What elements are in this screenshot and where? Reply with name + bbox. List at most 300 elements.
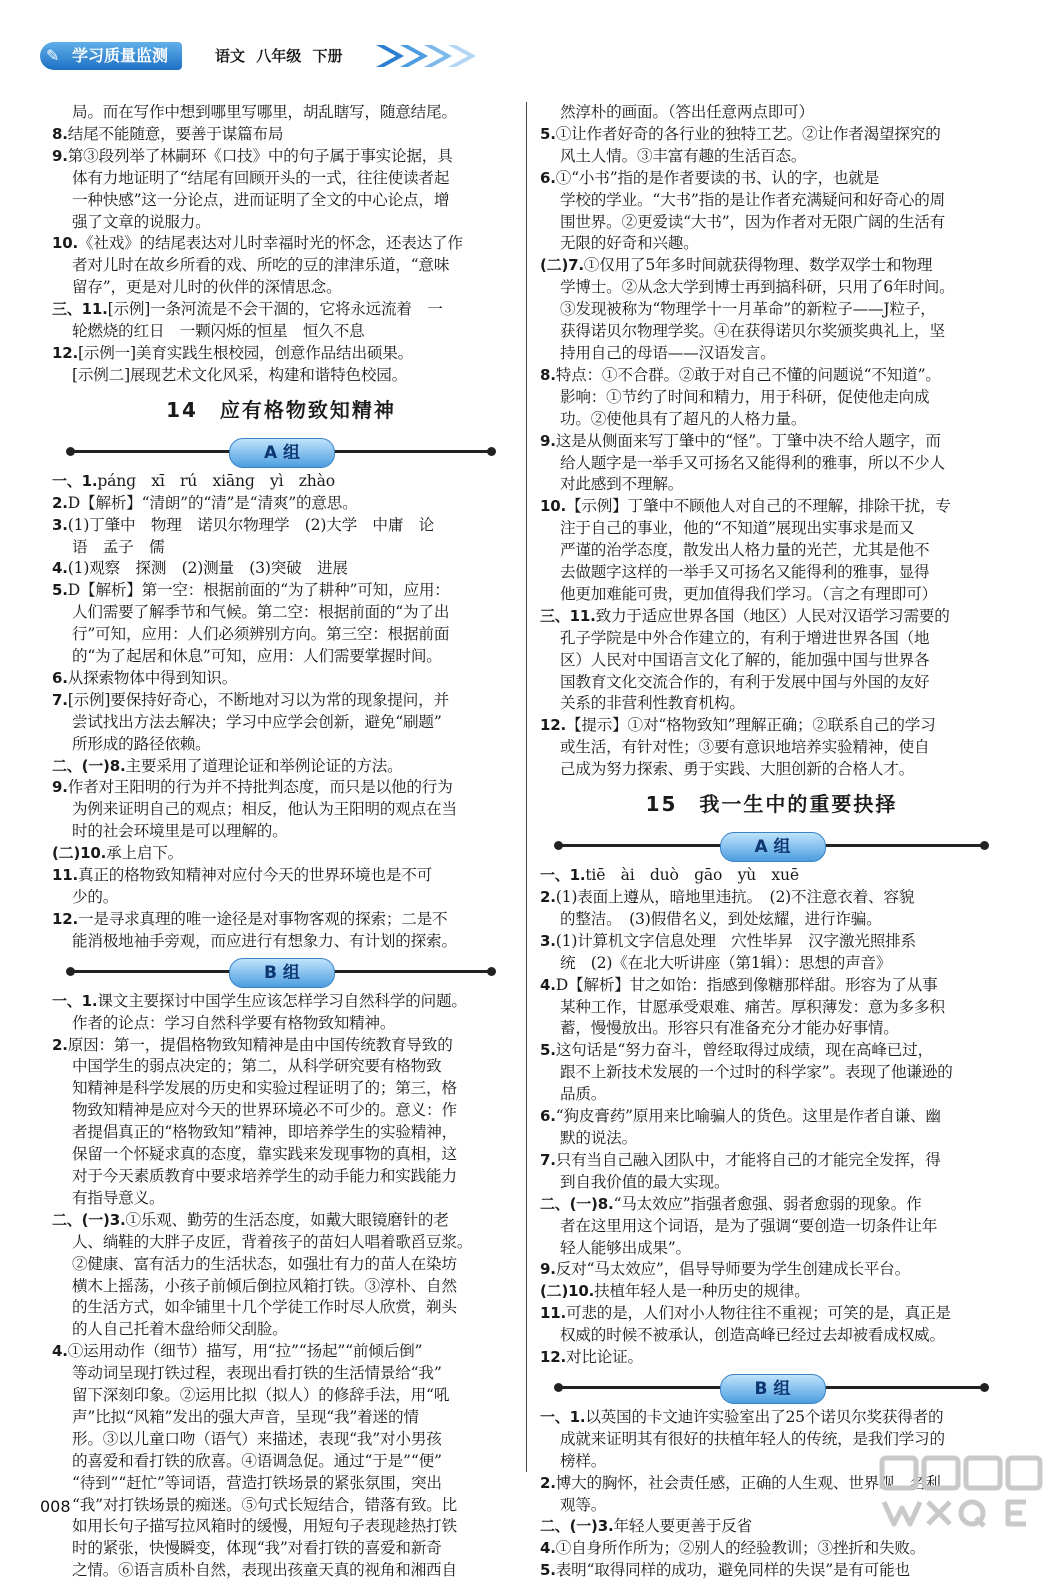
group-heading (540, 827, 1003, 865)
answer-text: (1)表面上遵从，暗地里违抗。 (2)不注意衣着、容貌 (555, 888, 915, 906)
answer-line (540, 1084, 1003, 1106)
question-number: 12. (540, 716, 566, 735)
answer-line (540, 1303, 1003, 1325)
answer-text: 严谨的治学态度，散发出人格力量的光芒，尤其是他不 (560, 541, 930, 560)
answer-text: 可悲的是，人们对小人物往往不重视；可笑的是，真正是 (565, 1304, 951, 1323)
answer-line (540, 1194, 1003, 1216)
question-number: 12. (540, 1348, 566, 1367)
question-number: 三、11. (540, 606, 596, 625)
answer-text: 的生活方式，如伞铺里十几个学徒工作时尽人欣赏，剃头 (72, 1298, 457, 1317)
answer-text: [示例一]美育实践生根校园，创意作品结出硕果。 (77, 343, 414, 362)
answer-line (540, 1150, 1003, 1172)
answer-text: 的喜爱和看打铁的欣喜。④语调急促。通过“于是”“便” (72, 1451, 442, 1470)
answer-text: 一是寻求真理的唯一途径是对事物客观的探索；二是不 (77, 909, 448, 928)
answer-text: 对此感到不理解。 (560, 475, 684, 494)
question-number: 二、(一)8. (540, 1194, 614, 1213)
answer-line (540, 1172, 1003, 1194)
answer-text: “我”对打铁场景的痴迷。⑤句式长短结合，错落有致。比 (72, 1495, 457, 1514)
answer-text: 孔子学院是中外合作建立的，有利于增进世界各国（地 (560, 628, 930, 647)
answer-text: 真正的格物致知精神对应付今天的世界环境也是不可 (77, 866, 433, 885)
answer-text: D【解析】第一空：根据前面的“为了耕种”可知，应用： (67, 581, 450, 600)
answer-text: 少的。 (72, 888, 119, 906)
answer-line (540, 1062, 1003, 1084)
answer-line (52, 843, 510, 865)
answer-text: 体有力地证明了“结尾有回顾开头的一式，往往使读者起 (72, 168, 450, 187)
question-number: 一、1. (540, 866, 586, 885)
answer-text: 对于今天素质教育中要求培养学生的动手能力和实践能力 (72, 1166, 457, 1185)
question-number: 10. (52, 234, 78, 253)
answer-line (52, 1122, 510, 1144)
answer-line (540, 909, 1003, 931)
pencil-icon: ✎ (46, 46, 60, 65)
answer-text: pánɡ xī rú xiānɡ yì zhào (97, 471, 335, 490)
answer-line (540, 431, 1003, 453)
question-number: 2. (540, 1473, 556, 1492)
answer-text: 持用自己的母语——汉语发言。 (560, 343, 776, 362)
answer-line (52, 1341, 510, 1363)
answer-text: 然淳朴的画面。（答出任意两点即可） (560, 103, 814, 121)
question-number: 4. (52, 1342, 68, 1361)
answer-line (540, 212, 1003, 234)
answer-text: “狗皮膏药”原用来比喻骗人的货色。这里是作者自谦、幽 (555, 1107, 941, 1126)
answer-text: 去做题字这样的一举手又可扬名又能得利的雅事，显得 (560, 563, 930, 582)
answer-line (540, 887, 1003, 909)
answer-line (52, 277, 510, 299)
answer-line (540, 975, 1003, 997)
answer-line (52, 1473, 510, 1495)
answer-text: 等动词呈现打铁过程，表现出看打铁的生活情景给“我” (72, 1364, 442, 1383)
answer-text: 他更加难能可贵，更加值得我们学习。（言之有理即可） (560, 584, 938, 603)
answer-text: [示例]一条河流是不会干涸的，它将永远流着 一 (107, 300, 443, 319)
answer-line (540, 1281, 1003, 1303)
answer-line (52, 1429, 510, 1451)
answer-text: ①仅用了5年多时间就获得物理、数学双学士和物理 (583, 256, 933, 275)
answer-line (52, 558, 510, 580)
answer-line (52, 668, 510, 690)
answer-text: 行”可知，应用：人们必须辨别方向。第三空：根据前面 (72, 625, 450, 644)
question-number: 4. (52, 559, 68, 578)
answer-text: “待到”“赶忙”等词语，营造打铁场景的紧张氛围，突出 (72, 1473, 442, 1492)
answer-line (52, 1144, 510, 1166)
answer-line (540, 1128, 1003, 1150)
answer-text: 这是从侧面来写丁肇中的“怪”。丁肇中决不给人题字，而 (555, 431, 941, 450)
answer-line (540, 1429, 1003, 1451)
answer-line (52, 1363, 510, 1385)
answer-line (540, 540, 1003, 562)
question-number: (二)10. (540, 1282, 595, 1301)
answer-text: 区）人民对中国语言文化了解的，能加强中国与世界各 (560, 650, 930, 669)
question-number: 11. (52, 866, 78, 885)
answer-line (540, 453, 1003, 475)
answer-text: 人们需要了解季节和气候。第二空：根据前面的“为了出 (72, 603, 450, 622)
answer-line (540, 146, 1003, 168)
answer-text: 作者的论点：学习自然科学要有格物致知精神。 (72, 1013, 396, 1032)
answer-text: 从探索物体中得到知识。 (67, 668, 238, 687)
question-number: 5. (540, 124, 556, 143)
question-number: 2. (540, 888, 556, 906)
watermark-logo-icon (876, 1454, 1046, 1530)
answer-line (52, 734, 510, 756)
question-number: 二、(一)3. (540, 1517, 614, 1536)
answer-text: 者提倡真正的“格物致知”精神，即培养学生的实验精神， (72, 1123, 457, 1142)
group-heading-label: A 组 (229, 438, 335, 468)
answer-line (52, 1451, 510, 1473)
answer-text: 如用长句子描写拉风箱时的缓慢，用短句子表现趁热打铁 (72, 1517, 457, 1536)
answer-text: 某种工作，甘愿承受艰难、痛苦。厚积薄发：意为多多积 (560, 997, 945, 1016)
answer-line (540, 1216, 1003, 1238)
question-number: 11. (540, 1304, 566, 1323)
answer-line (52, 1516, 510, 1538)
answer-line (52, 299, 510, 321)
question-number: 3. (540, 931, 556, 950)
question-number: (二)10. (52, 844, 107, 863)
answer-column-right (540, 102, 1003, 1582)
answer-line (52, 1188, 510, 1210)
answer-text: 对比论证。 (565, 1348, 643, 1367)
series-brand-text: 学习质量监测 (72, 46, 169, 65)
question-number: 6. (540, 1107, 556, 1126)
answer-text: 注于自己的事业，他的“不知道”展现出实事求是而又 (560, 519, 915, 538)
answer-text: 语 孟子 儒 (72, 537, 165, 556)
answer-text: 时的紧张，快慢瞬变，体现“我”对看打铁的喜爱和新奇 (72, 1539, 442, 1558)
column-divider (526, 102, 527, 1472)
answer-text: (1)丁肇中 物理 诺贝尔物理学 (2)大学 中庸 论 (67, 515, 434, 534)
answer-text: 中国学生的弱点决定的；第二，从科学研究要有格物致 (72, 1057, 442, 1076)
answer-line (540, 650, 1003, 672)
answer-text: 跟不上新技术发展的一个过时的科学家”。表现了他谦逊的 (560, 1063, 953, 1082)
question-number: 一、1. (52, 991, 98, 1010)
answer-text: 成就来证明其有很好的扶植年轻人的传统，是我们学习的 (560, 1429, 945, 1448)
answer-text: 年轻人要更善于反省 (613, 1517, 752, 1536)
answer-text: D【解析】“清朗”的“清”是“清爽”的意思。 (67, 493, 358, 512)
answer-line (540, 233, 1003, 255)
answer-line (540, 1325, 1003, 1347)
question-number: 二、(一)8. (52, 756, 126, 775)
answer-line (52, 799, 510, 821)
answer-line (540, 672, 1003, 694)
answer-line (52, 821, 510, 843)
answer-line (52, 1319, 510, 1341)
answer-text: 榜样。 (560, 1451, 607, 1470)
answer-line (540, 584, 1003, 606)
answer-text: 给人题字是一举手又可扬名又能得利的雅事，所以不少人 (560, 453, 945, 472)
answer-text: 观等。 (560, 1495, 607, 1514)
question-number: 9. (52, 146, 68, 165)
answer-line (52, 102, 510, 124)
answer-text: 知精神是科学发展的历史和实验过程证明了的；第三，格 (72, 1079, 457, 1098)
answer-text: “马太效应”指强者愈强、弱者愈弱的现象。作 (613, 1194, 922, 1213)
page-header (40, 40, 460, 74)
answer-text: (1)计算机文字信息处理 穴性毕昇 汉字激光照排系 (555, 931, 916, 950)
answer-text: 特点：①不合群。②敢于对自己不懂的问题说“不知道”。 (555, 365, 941, 384)
answer-text: 主要采用了道理论证和举例论证的方法。 (125, 756, 403, 775)
answer-line (52, 1056, 510, 1078)
answer-text: 者对儿时在故乡所看的戏、所吃的豆的津津乐道，“意味 (72, 256, 450, 275)
answer-text: 反对“马太效应”，倡导导师要为学生创建成长平台。 (555, 1260, 910, 1279)
answer-text: 物致知精神是应对今天的世界环境必不可少的。意义：作 (72, 1101, 457, 1120)
answer-text: 的“为了起居和休息”可知，应用：人们需要掌握时间。 (72, 647, 442, 666)
page-number: 008 (40, 1497, 71, 1516)
answer-line (540, 277, 1003, 299)
answer-line (52, 343, 510, 365)
answer-line (540, 1560, 1003, 1582)
answer-line (52, 756, 510, 778)
question-number: 5. (52, 581, 68, 600)
answer-line (540, 1347, 1003, 1369)
answer-line (52, 537, 510, 559)
question-number: 9. (52, 778, 68, 797)
answer-text: ①“小书”指的是作者要读的书、认的字，也就是 (555, 168, 880, 187)
answer-line (52, 646, 510, 668)
answer-text: 承上启下。 (106, 844, 184, 863)
answer-text: 横木上摇荡，小孩子前倾后倒拉风箱打铁。③淳朴、自然 (72, 1276, 457, 1295)
answer-line (52, 321, 510, 343)
answer-line (540, 1259, 1003, 1281)
answer-line (540, 343, 1003, 365)
answer-line (540, 518, 1003, 540)
answer-text: 人、绱鞋的大胖子皮匠，背着孩子的苗妇人唱着歌舀豆浆。 (72, 1232, 473, 1251)
question-number: 10. (540, 497, 566, 516)
lesson-title: 15 我一生中的重要抉择 (645, 792, 898, 817)
answer-line (540, 606, 1003, 628)
answer-text: 品质。 (560, 1085, 607, 1104)
answer-text: 轮燃烧的红日 一颗闪烁的恒星 恒久不息 (72, 322, 365, 341)
answer-line (52, 712, 510, 734)
answer-text: 蓄，慢慢放出。形容只有准备充分才能办好事情。 (560, 1019, 899, 1038)
answer-line (52, 255, 510, 277)
answer-line (540, 299, 1003, 321)
answer-line (540, 1538, 1003, 1560)
answer-line (52, 991, 510, 1013)
group-heading (540, 1369, 1003, 1407)
answer-line (540, 865, 1003, 887)
answer-line (540, 409, 1003, 431)
answer-text: 【示例】丁肇中不顾他人对自己的不理解，排除干扰，专 (565, 497, 951, 516)
question-number: 8. (540, 365, 556, 384)
question-number: 7. (540, 1150, 556, 1169)
answer-line (540, 693, 1003, 715)
group-heading-label: B 组 (720, 1374, 826, 1404)
question-number: 12. (52, 909, 78, 928)
answer-line (540, 255, 1003, 277)
answer-text: 围世界。②更爱读“大书”，因为作者对无限广阔的生活有 (560, 212, 945, 231)
answer-line (540, 931, 1003, 953)
answer-text: 所形成的路径依赖。 (72, 734, 211, 753)
answer-line (52, 1210, 510, 1232)
answer-text: (1)观察 探测 (2)测量 (3)突破 进展 (67, 559, 348, 578)
answer-line (540, 1238, 1003, 1260)
answer-text: 致力于适应世界各国（地区）人民对汉语学习需要的 (595, 606, 950, 625)
answer-text: ①让作者好奇的各行业的独特工艺。②让作者渴望探究的 (555, 124, 941, 143)
answer-column-left (52, 102, 510, 1582)
answer-text: 表明“取得同样的成功，避免同样的失误”是有可能也 (555, 1561, 910, 1580)
lesson-title: 14 应有格物致知精神 (166, 397, 396, 422)
answer-line (52, 690, 510, 712)
question-number: 3. (52, 515, 68, 534)
question-number: 12. (52, 343, 78, 362)
answer-line (52, 1166, 510, 1188)
answer-line (52, 146, 510, 168)
answer-line (52, 1495, 510, 1517)
answer-line (52, 1276, 510, 1298)
answer-line (52, 212, 510, 234)
question-number: 6. (52, 668, 68, 687)
answer-text: 功。②使他具有了超凡的人格力量。 (560, 409, 807, 428)
answer-text: 己成为努力探索、勇于实践、大胆创新的合格人才。 (560, 760, 915, 779)
answer-line (52, 190, 510, 212)
answer-text: 留存”，更是对儿时的伙伴的深情思念。 (72, 278, 342, 297)
answer-line (540, 1407, 1003, 1429)
group-heading-label: A 组 (720, 832, 826, 862)
answer-line (52, 515, 510, 537)
answer-line (540, 715, 1003, 737)
answer-text: 学博士。②从念大学到博士再到搞科研，只用了6年时间。 (560, 278, 955, 297)
question-number: (二)7. (540, 256, 584, 275)
answer-line (52, 168, 510, 190)
chevron-right-icon (370, 42, 480, 70)
question-number: 9. (540, 431, 556, 450)
answer-line (52, 1385, 510, 1407)
answer-line (52, 865, 510, 887)
answer-line (540, 953, 1003, 975)
question-number: 一、1. (52, 471, 98, 490)
answer-line (52, 887, 510, 909)
group-heading (52, 433, 510, 471)
answer-line (52, 1100, 510, 1122)
answer-text: 学校的学业。“大书”指的是让作者充满疑问和好奇心的周 (560, 190, 945, 209)
answer-text: 权威的时候不被承认，创造高峰已经过去却被看成权威。 (560, 1326, 945, 1345)
answer-text: 的整洁。 (3)假借名义，到处炫耀，进行诈骗。 (560, 909, 882, 928)
answer-text: 结尾不能随意，要善于谋篇布局 (67, 124, 284, 143)
answer-text: 无限的好奇和兴趣。 (560, 234, 699, 253)
answer-line (52, 1035, 510, 1057)
question-number: 5. (540, 1561, 556, 1580)
question-number: 4. (540, 975, 556, 994)
answer-text: [示例二]展现艺术文化风采，构建和谐特色校园。 (72, 365, 408, 384)
answer-text: 保留一个怀疑求真的态度，靠实践来发现事物的真相，这 (72, 1145, 457, 1164)
answer-line (52, 624, 510, 646)
answer-text: 这句话是“努力奋斗，曾经取得过成绩，现在高峰已过， (555, 1041, 933, 1060)
question-number: 8. (52, 124, 68, 143)
answer-text: ③发现被称为“物理学十一月革命”的新粒子——J粒子， (560, 300, 936, 319)
group-heading (52, 953, 510, 991)
answer-text: 为例来证明自己的观点；相反，他认为王阳明的观点在当 (72, 800, 457, 819)
answer-line (52, 1254, 510, 1276)
answer-line (52, 493, 510, 515)
answer-text: 获得诺贝尔物理学奖。④在获得诺贝尔奖颁奖典礼上，坚 (560, 322, 945, 341)
answer-line (52, 1560, 510, 1582)
answer-text: 博大的胸怀，社会责任感，正确的人生观、世界观、名利 (555, 1473, 941, 1492)
answer-text: 课文主要探讨中国学生应该怎样学习自然科学的问题。 (97, 991, 467, 1010)
answer-line (540, 562, 1003, 584)
answer-line (540, 997, 1003, 1019)
answer-text: 作者对王阳明的行为并不持批判态度，而只是以他的行为 (67, 778, 453, 797)
answer-text: 留下深刻印象。②运用比拟（拟人）的修辞手法，用“吼 (72, 1386, 450, 1405)
answer-line (52, 1538, 510, 1560)
question-number: 7. (52, 690, 68, 709)
answer-line (52, 233, 510, 255)
answer-line (540, 1106, 1003, 1128)
answer-line (540, 474, 1003, 496)
answer-line (540, 168, 1003, 190)
answer-text: ①乐观、勤劳的生活态度，如戴大眼镜磨针的老 (125, 1210, 449, 1229)
answer-line (52, 124, 510, 146)
answer-text: tiē ài duò ɡāo yù xuē (585, 866, 799, 885)
answer-line (540, 628, 1003, 650)
answer-line (540, 321, 1003, 343)
answer-line (52, 1407, 510, 1429)
answer-line (52, 777, 510, 799)
answer-text: 强了文章的说服力。 (72, 212, 211, 231)
answer-line (52, 909, 510, 931)
question-number: 2. (52, 1035, 68, 1054)
answer-text: 的人自己托着木盘给师父刮脸。 (72, 1320, 288, 1339)
answer-text: ①运用动作（细节）描写，用“拉”“扬起”“前倾后倒” (67, 1342, 423, 1361)
answer-text: 统 (2)《在北大听讲座（第1辑）：思想的声音》 (560, 953, 892, 972)
answer-text: 能消极地袖手旁观，而应进行有想象力、有计划的探索。 (72, 931, 457, 950)
answer-text: [示例]要保持好奇心，不断地对习以为常的现象提问，并 (67, 690, 449, 709)
series-brand-badge (40, 42, 182, 70)
answer-text: 尝试找出方法去解决；学习中应学会创新，避免“刷题” (72, 712, 442, 731)
answer-text: 第③段列举了林嗣环《口技》中的句子属于事实论据，具 (67, 146, 453, 165)
answer-line (540, 1018, 1003, 1040)
answer-text: 原因：第一，提倡格物致知精神是由中国传统教育导致的 (67, 1035, 453, 1054)
answer-text: 形。③以儿童口吻（语气）来描述，表现“我”对小男孩 (72, 1429, 442, 1448)
answer-text: ②健康、富有活力的生活状态，如强壮有力的苗人在染坊 (72, 1254, 457, 1273)
answer-text: 关系的非营利性教育机构。 (560, 694, 745, 713)
answer-text: 轻人能够出成果”。 (560, 1238, 691, 1257)
answer-text: 时的社会环境里是可以理解的。 (72, 822, 288, 841)
answer-text: 者在这里用这个词语，是为了强调“要创造一切条件让年 (560, 1216, 938, 1235)
answer-line (540, 102, 1003, 124)
answer-line (540, 737, 1003, 759)
answer-text: 默的说法。 (560, 1128, 637, 1147)
question-number: 三、11. (52, 300, 108, 319)
answer-line (52, 1297, 510, 1319)
subject-grade-label: 语文 八年级 下册 (215, 47, 343, 65)
answer-line (540, 124, 1003, 146)
answer-line (52, 471, 510, 493)
question-number: 5. (540, 1041, 556, 1060)
answer-line (540, 190, 1003, 212)
answer-text: 一种快感”这一分论点，进而证明了全文的中心论点，增 (72, 190, 450, 209)
answer-text: 到自我价值的最大实现。 (560, 1172, 730, 1191)
answer-line (52, 365, 510, 387)
answer-text: 只有当自己融入团队中，才能将自己的才能完全发挥，得 (555, 1150, 941, 1169)
answer-line (540, 365, 1003, 387)
answer-text: 《社戏》的结尾表达对儿时幸福时光的怀念，还表达了作 (77, 234, 463, 253)
answer-text: 影响：①节约了时间和精力，用于科研，促使他走向成 (560, 387, 930, 406)
answer-line (52, 1013, 510, 1035)
answer-text: 有指导意义。 (72, 1188, 165, 1207)
answer-line (52, 580, 510, 602)
answer-text: 局。而在写作中想到哪里写哪里，胡乱瞎写，随意结尾。 (72, 103, 457, 121)
answer-line (52, 931, 510, 953)
question-number: 4. (540, 1539, 556, 1558)
question-number: 二、(一)3. (52, 1210, 126, 1229)
answer-text: 或生活，有针对性；③要有意识地培养实验精神，使自 (560, 738, 930, 757)
answer-line (52, 602, 510, 624)
answer-text: 声”比拟“风箱”发出的强大声音，呈现“我”着迷的情 (72, 1407, 419, 1426)
question-number: 9. (540, 1260, 556, 1279)
group-heading-label: B 组 (229, 958, 335, 988)
answer-text: 之情。⑥语言质朴自然，表现出孩童天真的视角和湘西自 (72, 1561, 457, 1580)
answer-line (540, 1040, 1003, 1062)
answer-line (540, 387, 1003, 409)
question-number: 6. (540, 168, 556, 187)
answer-text: 国教育文化交流合作的，有利于发展中国与外国的友好 (560, 672, 930, 691)
question-number: 2. (52, 493, 68, 512)
